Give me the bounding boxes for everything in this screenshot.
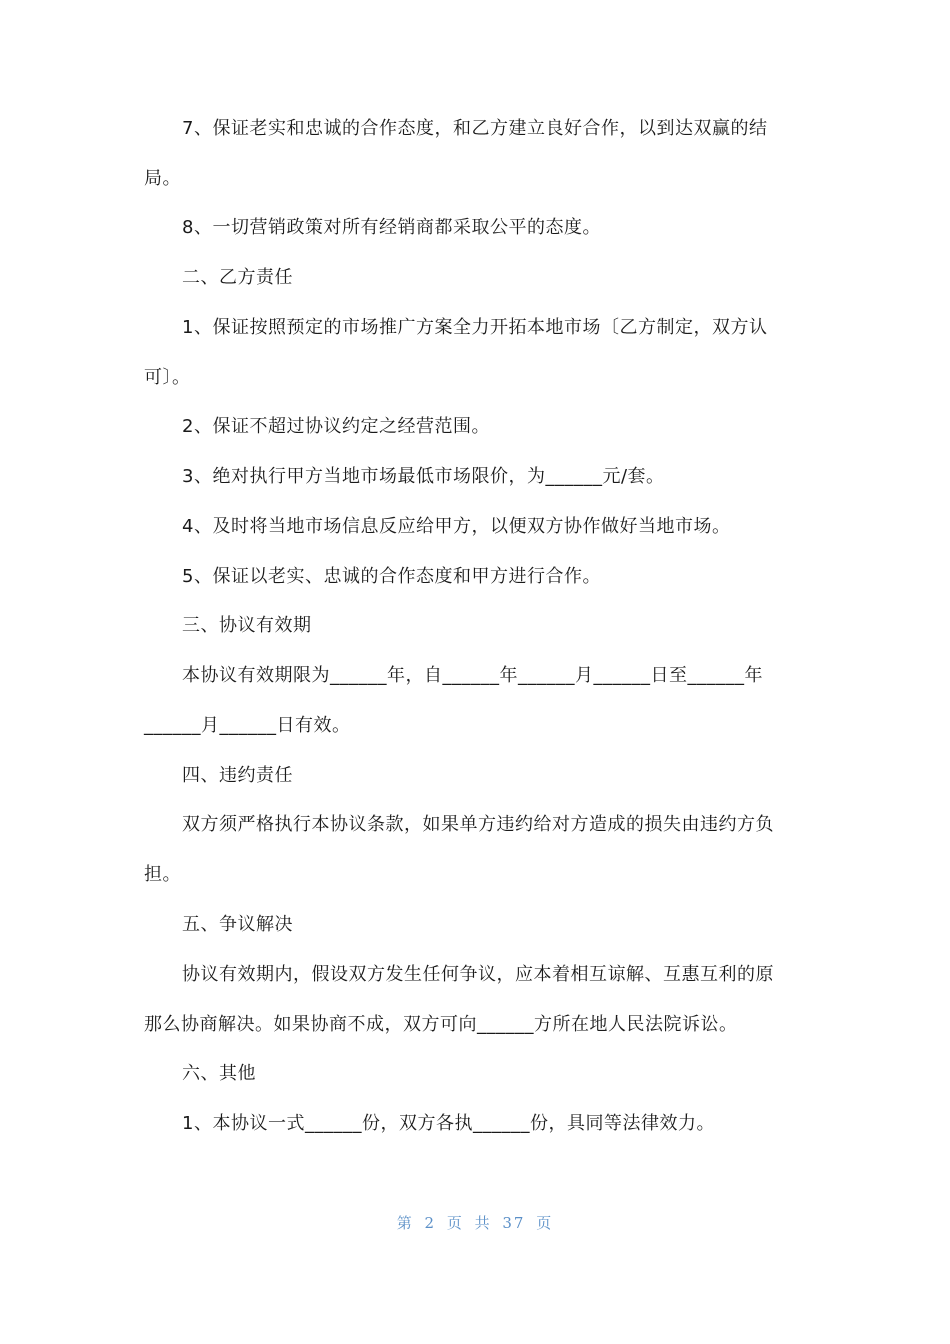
paragraph-line: 双方须严格执行本协议条款，如果单方违约给对方造成的损失由违约方负 — [182, 814, 774, 835]
paragraph-line: 1、保证按照预定的市场推广方案全力开拓本地市场〔乙方制定，双方认 — [182, 317, 768, 338]
paragraph-line: 4、及时将当地市场信息反应给甲方，以便双方协作做好当地市场。 — [182, 516, 731, 537]
paragraph-line: 2、保证不超过协议约定之经营范围。 — [182, 416, 490, 437]
section-heading: 四、违约责任 — [182, 765, 293, 786]
paragraph-line: 3、绝对执行甲方当地市场最低市场限价，为______元/套。 — [182, 466, 665, 487]
paragraph-line: 协议有效期内，假设双方发生任何争议，应本着相互谅解、互惠互利的原 — [182, 964, 774, 985]
paragraph-line: 那么协商解决。如果协商不成，双方可向______方所在地人民法院诉讼。 — [144, 1014, 738, 1035]
paragraph-line: 担。 — [144, 864, 181, 885]
section-heading: 二、乙方责任 — [182, 267, 293, 288]
section-heading: 三、协议有效期 — [182, 615, 312, 636]
paragraph-line: 8、一切营销政策对所有经销商都采取公平的态度。 — [182, 217, 601, 238]
page-number-footer: 第 2 页 共 37 页 — [396, 1214, 554, 1232]
paragraph-line: 本协议有效期限为______年，自______年______月______日至______年 — [182, 665, 763, 686]
paragraph-line: 局。 — [144, 168, 181, 189]
paragraph-line: 1、本协议一式______份，双方各执______份，具同等法律效力。 — [182, 1113, 715, 1134]
section-heading: 六、其他 — [182, 1063, 256, 1084]
paragraph-line: 7、保证老实和忠诚的合作态度，和乙方建立良好合作，以到达双赢的结 — [182, 118, 768, 139]
paragraph-line: ______月______日有效。 — [144, 715, 351, 736]
paragraph-line: 可〕。 — [144, 367, 191, 388]
paragraph-line: 5、保证以老实、忠诚的合作态度和甲方进行合作。 — [182, 566, 601, 587]
section-heading: 五、争议解决 — [182, 914, 293, 935]
